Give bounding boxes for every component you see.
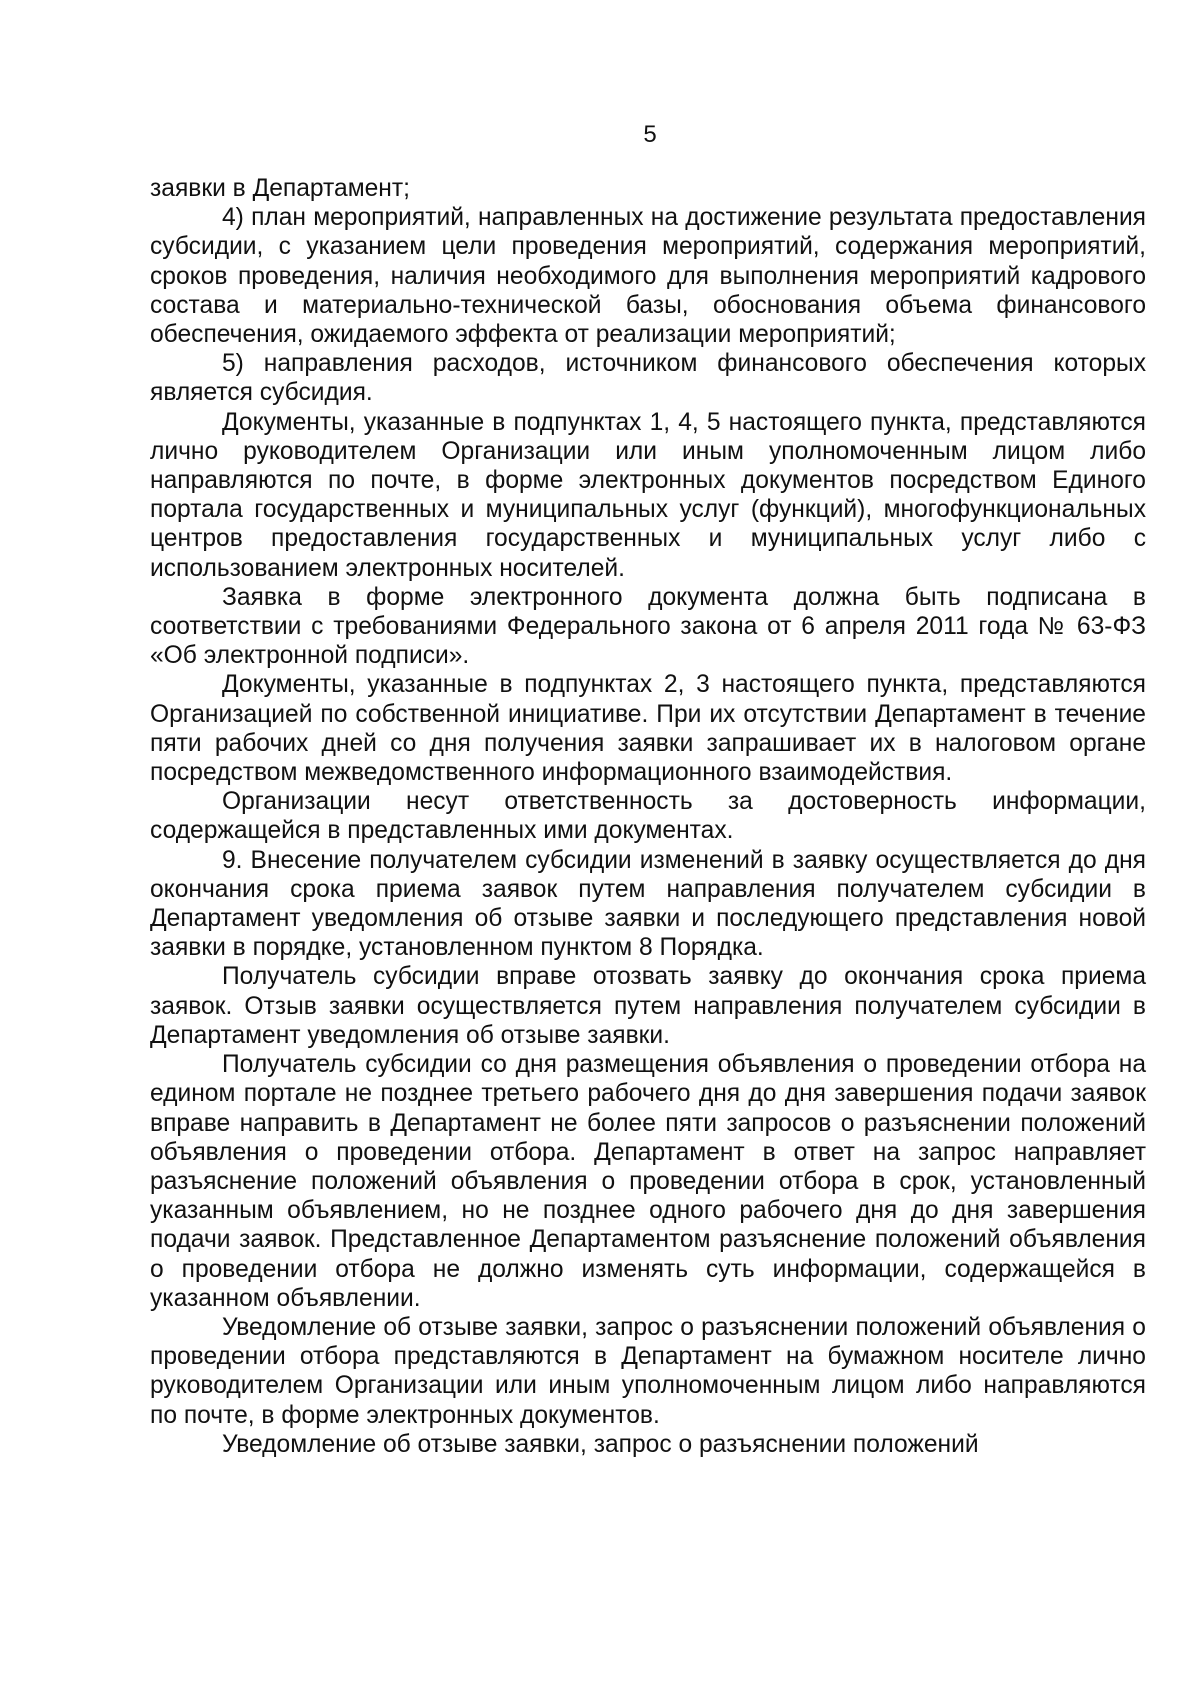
page-number: 5 <box>643 121 657 148</box>
paragraph-documents-1-4-5: Документы, указанные в подпунктах 1, 4, 5 настоящего пункта, представляются лично руководителем Организации или иным уполномоченным лицом либо направляются по почте, в форме электронных документов посредством Единого портала государственных и муниципальных услуг (функций), многофункциональных центров предоставления государственных и муниципальных услуг либо с использованием электронных носителей. <box>150 408 1146 582</box>
document-body <box>150 174 1146 1459</box>
paragraph-withdraw-application: Получатель субсидии вправе отозвать заявку до окончания срока приема заявок. Отзыв заявки осуществляется путем направления получателем субсидии в Департамент уведомления об отзыве заявки. <box>150 963 1146 1049</box>
paragraph-clarification-requests: Получатель субсидии со дня размещения объявления о проведении отбора на едином портале не позднее третьего рабочего дня до дня завершения подачи заявок вправе направить в Департамент не более пяти запросов о разъяснении положений объявления о проведении отбора. Департамент в ответ на запрос направляет разъяснение положений объявления о проведении отбора в срок, установленный указанным объявлением, но не позднее одного рабочего дня до дня завершения подачи заявок. Представленное Департаментом разъяснение положений объявления о проведении отбора не должно изменять суть информации, содержащейся в указанном объявлении. <box>150 1051 1146 1312</box>
paragraph-item-5: 5) направления расходов, источником финансового обеспечения которых является субсидия. <box>150 350 1146 407</box>
paragraph-paper-submission: Уведомление об отзыве заявки, запрос о разъяснении положений объявления о проведении отбора представляются в Департамент на бумажном носителе лично руководителем Организации или иным уполномоченным лицом либо направляются по почте, в форме электронных документов. <box>150 1313 1146 1429</box>
paragraph-item-4: 4) план мероприятий, направленных на достижение результата предоставления субсидии, с указанием цели проведения мероприятий, содержания мероприятий, сроков проведения, наличия необходимого для выполнения мероприятий кадрового состава и материально-технической базы, обоснования объема финансового обеспечения, ожидаемого эффекта от реализации мероприятий; <box>150 204 1146 349</box>
paragraph-documents-2-3: Документы, указанные в подпунктах 2, 3 настоящего пункта, представляются Организацией по собственной инициативе. При их отсутствии Департамент в течение пяти рабочих дней со дня получения заявки запрашивает их в налоговом органе посредством межведомственного информационного взаимодействия. <box>150 671 1146 787</box>
paragraph-continuation: заявки в Департамент; <box>150 175 410 202</box>
paragraph-section-9: 9. Внесение получателем субсидии изменений в заявку осуществляется до дня окончания срока приема заявок путем направления получателем субсидии в Департамент уведомления об отзыве заявки и последующего представления новой заявки в порядке, установленном пунктом 8 Порядка. <box>150 846 1146 962</box>
paragraph-electronic-signature: Заявка в форме электронного документа должна быть подписана в соответствии с требованиями Федерального закона от 6 апреля 2011 года № 63-ФЗ «Об электронной подписи». <box>150 583 1146 670</box>
paragraph-responsibility: Организации несут ответственность за достоверность информации, содержащейся в представленных ими документах. <box>150 788 1146 845</box>
paragraph-trailing: Уведомление об отзыве заявки, запрос о разъяснении положений <box>222 1430 979 1458</box>
